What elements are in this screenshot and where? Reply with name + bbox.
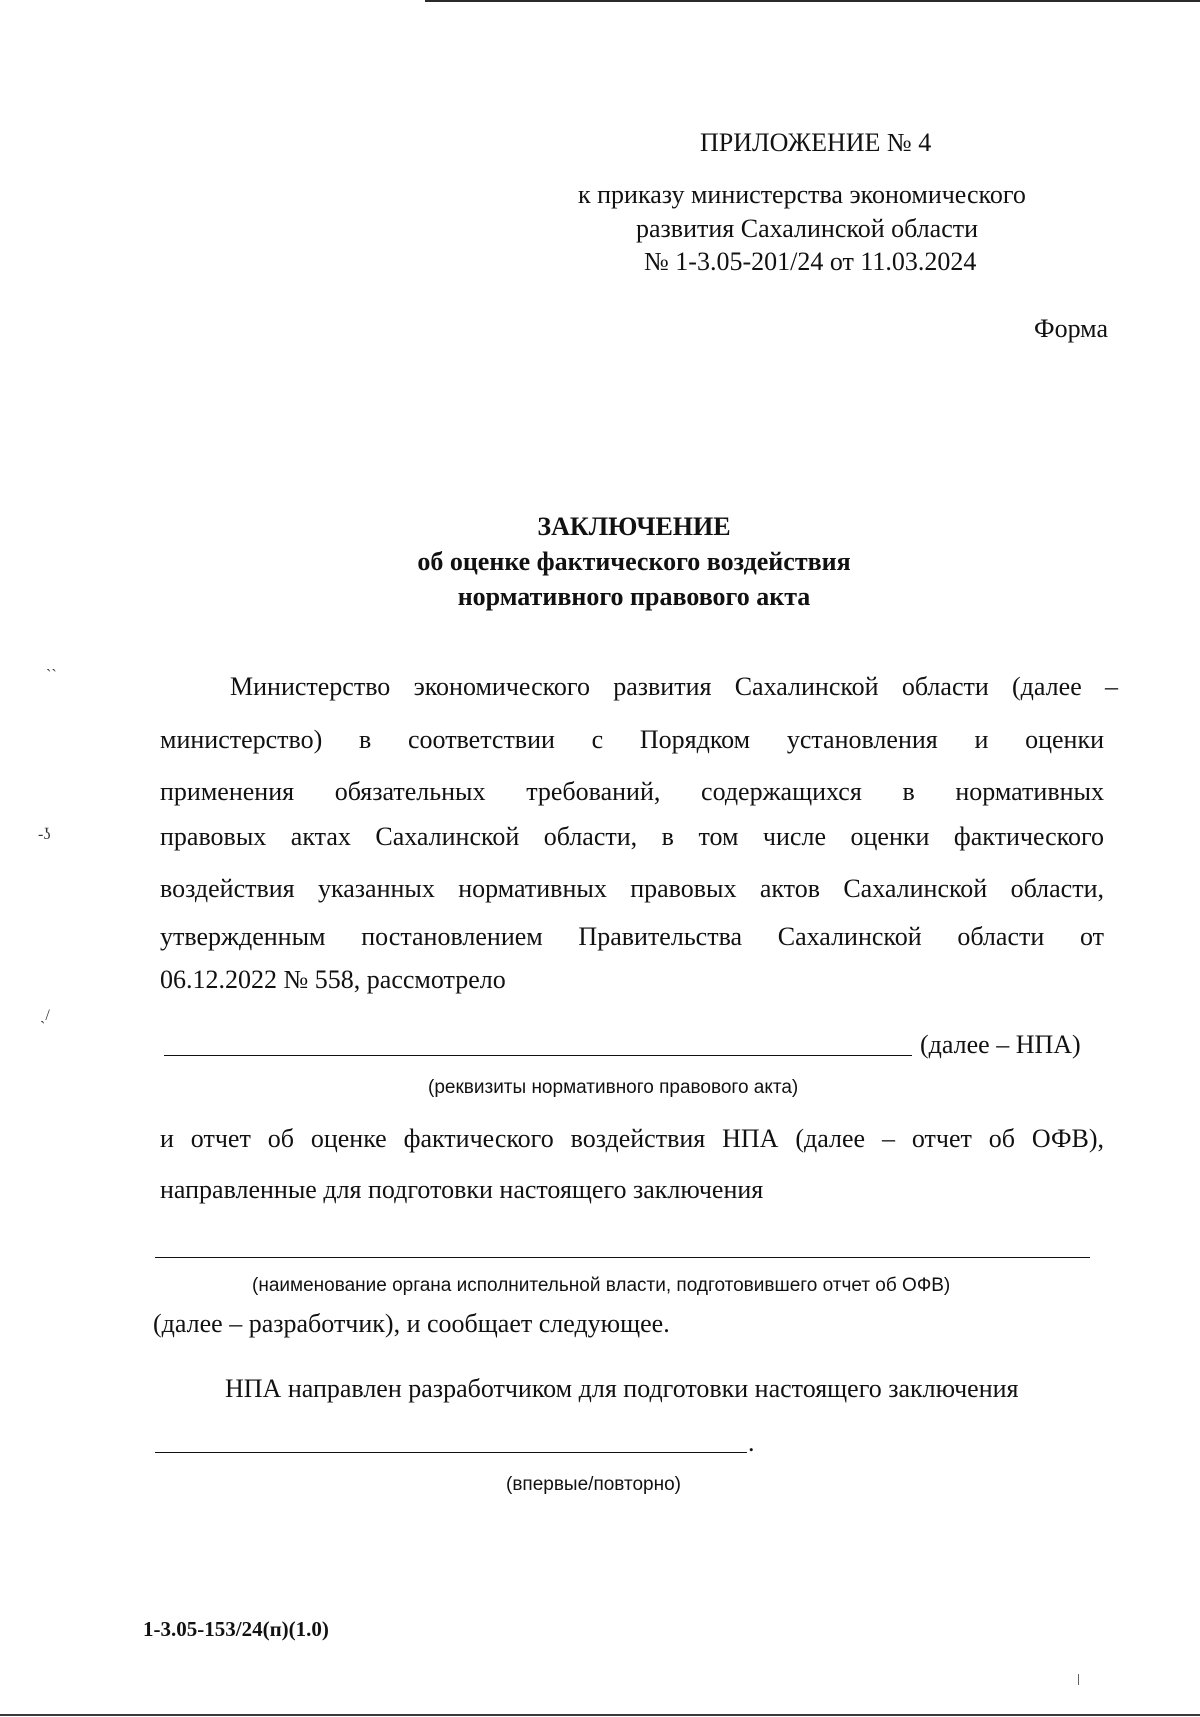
paragraph-1-line: применения обязательных требований, содержащихся в нормативных: [160, 777, 1104, 806]
form-label: Форма: [1034, 314, 1108, 343]
document-subtitle-line-1: об оценке фактического воздействия: [417, 547, 851, 576]
paragraph-3-line: НПА направлен разработчиком для подготовки настоящего заключения: [225, 1374, 1019, 1403]
margin-mark: ǀ: [1077, 1672, 1081, 1689]
paragraph-1-line: воздействия указанных нормативных правовых актов Сахалинской области,: [160, 874, 1104, 903]
developer-blank-caption: (наименование органа исполнительной власти, подготовившего отчет об ОФВ): [252, 1275, 951, 1296]
npa-blank-suffix: (далее – НПА): [920, 1030, 1081, 1059]
paragraph-1-line: министерство) в соответствии с Порядком установления и оценки: [160, 725, 1104, 754]
margin-mark: ˎ/: [40, 1007, 50, 1024]
paragraph-1-line: Министерство экономического развития Сахалинской области (далее –: [230, 672, 1118, 701]
paragraph-1-line: правовых актах Сахалинской области, в том числе оценки фактического: [160, 822, 1104, 851]
scan-edge-bottom: [0, 1714, 1200, 1716]
order-reference-line-2: развития Сахалинской области: [636, 214, 979, 243]
blank-period: .: [748, 1428, 755, 1457]
margin-mark: ˎˏ: [46, 655, 57, 672]
paragraph-2-line: и отчет об оценке фактического воздействия НПА (далее – отчет об ОФВ),: [160, 1124, 1104, 1153]
document-subtitle-line-2: нормативного правового акта: [457, 582, 811, 611]
paragraph-2-line: направленные для подготовки настоящего заключения: [160, 1175, 764, 1204]
order-reference-line-1: к приказу министерства экономического: [578, 180, 1026, 209]
order-reference-line-3: № 1-3.05-201/24 от 11.03.2024: [644, 247, 977, 276]
paragraph-1-line: утвержденным постановлением Правительства Сахалинской области от: [160, 922, 1104, 951]
document-title: ЗАКЛЮЧЕНИЕ: [537, 512, 731, 541]
npa-requisites-blank: [164, 1055, 912, 1056]
scan-edge-top: [425, 0, 1200, 2]
appendix-title: ПРИЛОЖЕНИЕ № 4: [700, 128, 932, 157]
margin-mark: -ʖ: [38, 826, 51, 843]
developer-name-blank: [155, 1257, 1090, 1258]
npa-blank-caption: (реквизиты нормативного правового акта): [428, 1077, 799, 1098]
developer-blank-after: (далее – разработчик), и сообщает следующее.: [153, 1309, 670, 1338]
document-registration-number: 1-3.05-153/24(п)(1.0): [143, 1617, 329, 1641]
first-or-repeat-caption: (впервые/повторно): [506, 1474, 681, 1495]
paragraph-1-line: 06.12.2022 № 558, рассмотрело: [160, 965, 506, 994]
first-or-repeat-blank: [155, 1452, 747, 1453]
